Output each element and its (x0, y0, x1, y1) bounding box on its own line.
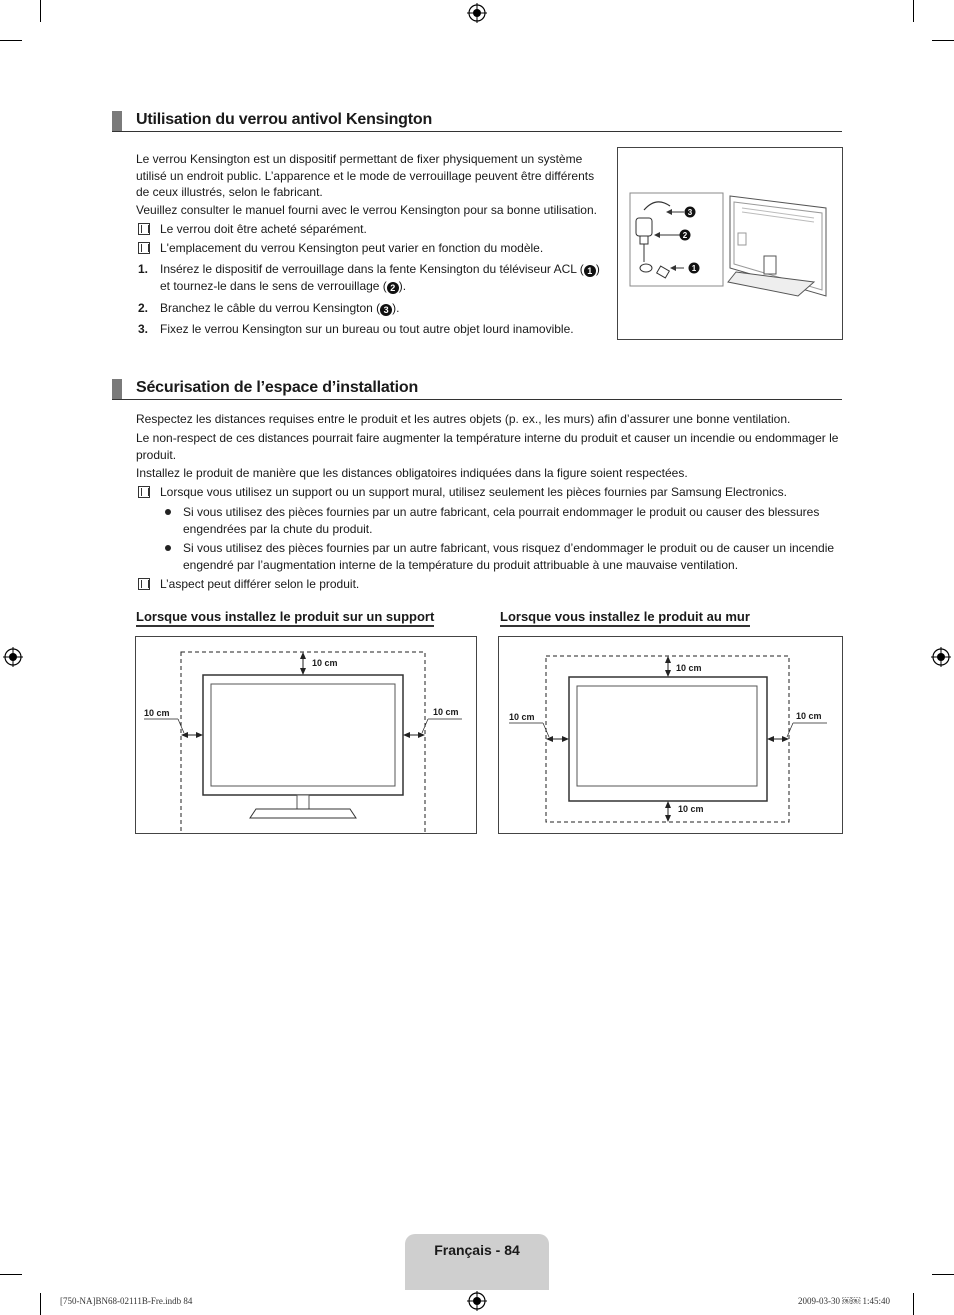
page-number-tab (405, 1234, 549, 1290)
note-text: L’aspect peut différer selon le produit. (160, 577, 360, 591)
step-number: 1. (138, 262, 149, 276)
clearance-label-left: 10 cm (509, 712, 535, 722)
svg-text:1: 1 (691, 264, 697, 273)
crop-mark (0, 1274, 22, 1275)
intro-paragraph: Veuillez consulter le manuel fourni avec le verrou Kensington pour sa bonne utilisation. (136, 203, 597, 217)
clearance-label-top: 10 cm (676, 663, 702, 673)
note-icon (138, 578, 150, 590)
callout-marker-icon (689, 263, 700, 274)
step-text: Fixez le verrou Kensington sur un bureau ou tout autre objet lourd inamovible. (160, 322, 574, 336)
crop-mark (913, 1293, 914, 1315)
wall-heading: Lorsque vous installez le produit au mur (500, 609, 750, 627)
body-paragraph: Respectez les distances requises entre le produit et les autres objets (p. ex., les murs) afin d’assurer une bonne ventilation. (136, 412, 791, 426)
wall-diagram (499, 637, 842, 833)
section-heading-kensington (112, 111, 842, 132)
body-paragraph: Le non-respect de ces distances pourrait faire augmenter la température interne du produit et causer un incendie ou endommager le produit. (136, 431, 839, 462)
step-text: Branchez le câble du verrou Kensington ( 3 ). (160, 301, 400, 315)
registration-mark-icon (467, 3, 487, 23)
stand-heading: Lorsque vous installez le produit sur un support (136, 609, 434, 627)
bullet-icon (165, 509, 171, 515)
stand-clearance-figure (135, 636, 477, 834)
note-icon (138, 223, 150, 235)
bullet-icon (165, 545, 171, 551)
section-title: Sécurisation de l’espace d’installation (136, 379, 419, 396)
print-slug-left: [750-NA]BN68-02111B-Fre.indb 84 (60, 1296, 193, 1306)
note-icon (138, 486, 150, 498)
intro-paragraph: Le verrou Kensington est un dispositif permettant de fixer physiquement un système utilisé un endroit public. L’apparence et le mode de verrouillage peuvent être différents de ceux illustrés, selon le fabricant. (136, 152, 595, 199)
crop-mark (40, 0, 41, 22)
clearance-label-right: 10 cm (796, 711, 822, 721)
crop-mark (913, 0, 914, 22)
crop-mark (932, 40, 954, 41)
stand-diagram (136, 637, 476, 833)
callout-marker-icon (685, 207, 696, 218)
bullet-text: Si vous utilisez des pièces fournies par un autre fabricant, vous risquez d’endommager le produit ou de causer un incendie engendré par l’augmentation interne de la température du produit attribuable à une mauvaise ventilation. (183, 541, 835, 572)
section-title: Utilisation du verrou antivol Kensington (136, 111, 433, 128)
callout-marker-icon (680, 230, 691, 241)
registration-mark-icon (3, 647, 23, 667)
note-text: Le verrou doit être acheté séparément. (160, 222, 367, 236)
note-text: Lorsque vous utilisez un support ou un support mural, utilisez seulement les pièces fournies par Samsung Electronics. (160, 485, 787, 499)
crop-mark (40, 1293, 41, 1315)
registration-mark-icon (931, 647, 951, 667)
step-text: Insérez le dispositif de verrouillage dans la fente Kensington du téléviseur ACL ( 1 ) et tournez-le dans le sens de verrouillage ( 2 ). (160, 262, 600, 293)
callout-marker-icon: 2 (387, 282, 399, 294)
clearance-label-bottom: 10 cm (678, 804, 704, 814)
registration-mark-icon (467, 1291, 487, 1311)
note-text: L'emplacement du verrou Kensington peut varier en fonction du modèle. (160, 241, 544, 255)
clearance-label-top: 10 cm (312, 658, 338, 668)
heading-bar (112, 111, 122, 131)
callout-marker-icon: 3 (380, 304, 392, 316)
crop-mark (0, 40, 22, 41)
bullet-text: Si vous utilisez des pièces fournies par un autre fabricant, cela pourrait endommager le produit ou causer des blessures engendrées par la chute du produit. (183, 505, 820, 536)
clearance-label-right: 10 cm (433, 707, 459, 717)
note-icon (138, 242, 150, 254)
kensington-figure (617, 147, 843, 340)
callout-marker-icon: 1 (584, 265, 596, 277)
svg-text:3: 3 (687, 208, 693, 217)
section-heading-installation-space (112, 379, 842, 400)
clearance-label-left: 10 cm (144, 708, 170, 718)
step-number: 3. (138, 322, 149, 336)
step-number: 2. (138, 301, 149, 315)
body-paragraph: Installez le produit de manière que les distances obligatoires indiquées dans la figure soient respectées. (136, 466, 688, 480)
page-label: Français - 84 (434, 1242, 520, 1258)
svg-text:2: 2 (682, 231, 688, 240)
heading-bar (112, 379, 122, 399)
crop-mark (932, 1274, 954, 1275)
print-slug-right: 2009-03-30 ￼￼ 1:45:40 (798, 1296, 890, 1306)
wall-clearance-figure (498, 636, 843, 834)
kensington-illustration (618, 148, 842, 339)
